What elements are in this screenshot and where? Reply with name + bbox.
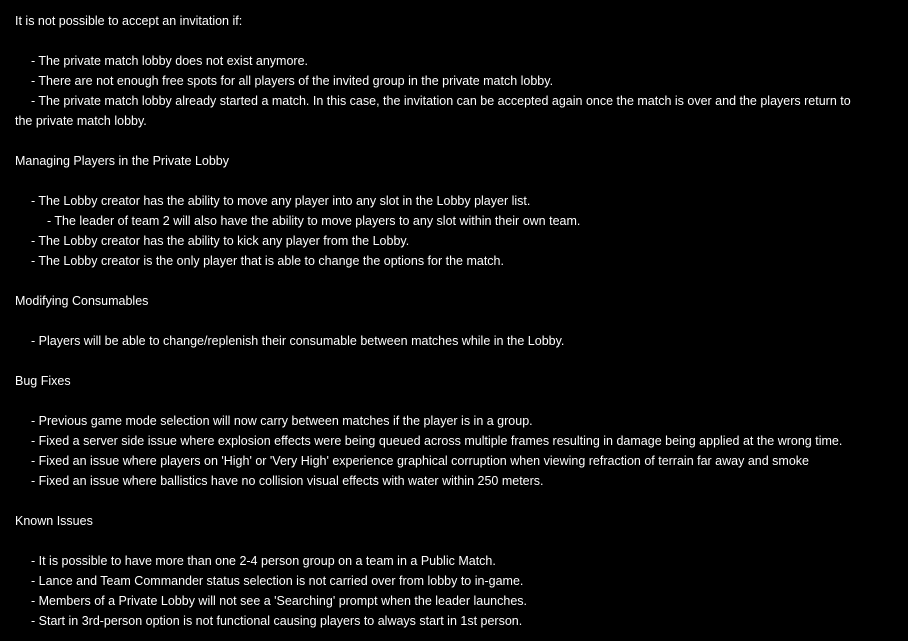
section-heading-consumables: Modifying Consumables — [15, 294, 149, 308]
invite-bullet-continuation: the private match lobby. — [15, 114, 147, 128]
known-issue-bullet: - It is possible to have more than one 2-4 person group on a team in a Public Match. — [31, 554, 496, 568]
spacer — [15, 131, 900, 151]
consumables-bullet: - Players will be able to change/replenish their consumable between matches while in the Lobby. — [31, 334, 565, 348]
patch-notes-document — [15, 11, 900, 631]
spacer — [15, 491, 900, 511]
bugfix-bullet: - Fixed a server side issue where explosion effects were being queued across multiple frames resulting in damage being applied at the wrong time. — [31, 434, 843, 448]
invite-bullet: - The private match lobby does not exist anymore. — [31, 54, 308, 68]
spacer — [15, 271, 900, 291]
section-heading-managing-players: Managing Players in the Private Lobby — [15, 154, 230, 168]
invite-bullet: - The private match lobby already started a match. In this case, the invitation can be accepted again once the match is over and the players return to — [31, 94, 851, 108]
known-issue-bullet: - Members of a Private Lobby will not see a 'Searching' prompt when the leader launches. — [31, 594, 528, 608]
invite-bullet: - There are not enough free spots for all players of the invited group in the private match lobby. — [31, 74, 554, 88]
bugfix-bullet: - Previous game mode selection will now carry between matches if the player is in a group. — [31, 414, 533, 428]
spacer — [15, 311, 900, 331]
intro-text: It is not possible to accept an invitation if: — [15, 14, 243, 28]
spacer — [15, 31, 900, 51]
managing-bullet: - The Lobby creator has the ability to kick any player from the Lobby. — [31, 234, 410, 248]
spacer — [15, 351, 900, 371]
managing-bullet: - The Lobby creator has the ability to move any player into any slot in the Lobby player list. — [31, 194, 531, 208]
bugfix-bullet: - Fixed an issue where ballistics have no collision visual effects with water within 250 meters. — [31, 474, 544, 488]
managing-bullet: - The Lobby creator is the only player that is able to change the options for the match. — [31, 254, 504, 268]
bugfix-bullet: - Fixed an issue where players on 'High' or 'Very High' experience graphical corruption when viewing refraction of terrain far away and smoke — [31, 454, 809, 468]
known-issue-bullet: - Start in 3rd-person option is not functional causing players to always start in 1st person. — [31, 614, 523, 628]
spacer — [15, 171, 900, 191]
spacer — [15, 531, 900, 551]
managing-sub-bullet: - The leader of team 2 will also have the ability to move players to any slot within their own team. — [47, 214, 581, 228]
known-issue-bullet: - Lance and Team Commander status selection is not carried over from lobby to in-game. — [31, 574, 524, 588]
section-heading-bug-fixes: Bug Fixes — [15, 374, 71, 388]
section-heading-known-issues: Known Issues — [15, 514, 93, 528]
spacer — [15, 391, 900, 411]
